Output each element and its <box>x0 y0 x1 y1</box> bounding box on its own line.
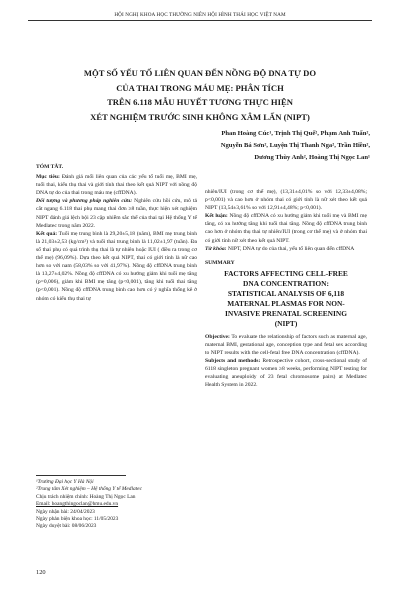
en-objective-paragraph <box>205 333 367 357</box>
date-accepted: Ngày duyệt bài: 08/06/2023 <box>36 523 97 530</box>
title-line: TRÊN 6.118 MẪU HUYẾT TƯƠNG THỰC HIỆN <box>107 97 293 107</box>
en-title-line: MATERNAL PLASMAS FOR NON- <box>227 298 345 308</box>
en-methods-text: Retrospective cohort, cross-sectional study of 6118 singleton pregnant women ≥8 weeks, performing NIPT testing for evaluating aneuploidy of 23 fetal chromosome pairs) at Medlatec Health System in 2022. <box>205 358 367 389</box>
objective-paragraph <box>36 173 197 197</box>
en-title-line: INVASIVE PRENATAL SCREENING <box>225 308 347 318</box>
objective-text: Đánh giá mối liên quan của các yếu tố tuổi mẹ, BMI mẹ, tuổi thai, kiểu thụ thai và giới tính thai theo kết quả NIPT với nồng độ DNA tự do của thai trong máu mẹ (cffDNA). <box>36 174 197 197</box>
keywords-paragraph <box>205 245 367 253</box>
header-divider <box>28 20 372 21</box>
footnotes <box>36 479 197 531</box>
author-email[interactable]: Email: hoangthingoclan@hmu.edu.vn <box>36 501 119 508</box>
en-title-line: DNA CONCENTRATION: <box>243 278 329 288</box>
en-title-line: STATISTICAL ANALYSIS OF 6,118 <box>227 288 345 298</box>
en-objective-label: Objective: <box>205 333 230 340</box>
title-line: XÉT NGHIỆM TRƯỚC SINH KHÔNG XÂM LẤN (NIPT) <box>90 111 310 122</box>
author-line: Nguyễn Bá Sơn², Luyện Thị Thanh Nga², Trần Hiền², <box>220 141 370 149</box>
keywords-text: NIPT, DNA tự do của thai, yếu tố liên quan đến cffDNA <box>226 245 355 252</box>
author-line: Dương Thùy Anh², Hoàng Thị Ngọc Lan¹ <box>254 153 370 161</box>
conclusion-paragraph <box>205 212 367 244</box>
en-methods-paragraph <box>205 357 367 389</box>
conclusion-text: Nồng độ cffDNA có xu hướng giảm khi tuổi mẹ và BMI mẹ tăng, có xu hướng tăng khi tuổi thai tăng. Nồng độ cffDNA trung bình cao hơn ở nhóm thụ thai tự nhiên/IUI (trong cơ thể mẹ) và ở nhóm thai có giới tính nữ xét theo kết quả NIPT. <box>205 213 367 244</box>
english-title <box>205 269 367 329</box>
responsible-author: Chịu trách nhiệm chính: Hoàng Thị Ngọc Lan <box>36 493 136 500</box>
right-column <box>205 188 367 390</box>
author-list <box>70 128 370 163</box>
en-methods-label: Subjects and methods: <box>205 358 261 365</box>
results-label: Kết quả: <box>36 230 58 237</box>
en-title-line: FACTORS AFFECTING CELL-FREE <box>224 268 348 278</box>
affiliation-2: ²Trung tâm Xét nghiệm – Hệ thống Y tế Medlatec <box>36 486 142 493</box>
article-title <box>30 66 370 124</box>
title-line: CỦA THAI TRONG MÁU MẸ: PHÂN TÍCH <box>116 82 284 93</box>
affiliation-1: ¹Trường Đại học Y Hà Nội <box>36 479 94 485</box>
methods-label: Đối tượng và phương pháp nghiên cứu: <box>36 198 133 205</box>
summary-heading: SUMMARY <box>205 259 235 266</box>
page-number: 120 <box>36 569 46 576</box>
conclusion-label: Kết luận: <box>205 213 228 220</box>
methods-paragraph <box>36 197 197 229</box>
methods-text: Nghiên cứu hồi cứu, mô tả cắt ngang 6.118 thai phụ mang thai đơn ≥8 tuần, thực hiện xét nghiệm NIPT đánh giá lệch bội 23 cặp nhiễm sắc thể của thai tại Hệ thống Y tế Medlatec trong năm 2022. <box>36 198 197 229</box>
en-objective-text: To evaluate the relationship of factors such as maternal age, maternal BMI, gestational age, conception type and fetal sex according to NIPT results with the cell-fetal free DNA concentration (cffDNA). <box>205 333 367 357</box>
date-reviewed: Ngày phản biện khoa học: 11/05/2023 <box>36 516 119 523</box>
date-received: Ngày nhận bài: 24/04/2023 <box>36 508 95 515</box>
abstract-heading: TÓM TẮT. <box>36 164 64 170</box>
objective-label: Mục tiêu: <box>36 174 60 181</box>
results-text: Tuổi mẹ trung bình là 29,20±5,18 (năm), BMI mẹ trung bình là 21,03±2,53 (kg/cm²) và tuổi thai trung bình là 11,02±1,97 (tuần). Đa số thai phụ có quá trình thụ thai là tự nhiên hoặc IUI ( điều ra trong cơ thể mẹ) (96,09%). Dựa theo kết quả NIPT, thai có giới tính là nữ cao hơn so với nam (58,03% so với 41,97%). Nồng độ cffDNA trung bình là 13,27±4,02%. Nồng độ cffDNA có xu hướng giảm khi tuổi mẹ tăng (p=0,006), giảm khi BMI mẹ tăng (p<0,001), tăng khi tuổi thai tăng (p<0,001). Nồng độ cffDNA trung bình cao hơn có ý nghĩa thống kê ở nhóm có kiểu thụ thai tự <box>36 230 197 302</box>
journal-header: HỘI NGHỊ KHOA HỌC THƯỜNG NIÊN HỘI HÌNH THÁI HỌC VIỆT NAM <box>114 12 286 18</box>
en-title-line: (NIPT) <box>274 318 298 328</box>
title-line: MỘT SỐ YẾU TỐ LIÊN QUAN ĐẾN NỒNG ĐỘ DNA TỰ DO <box>83 68 317 78</box>
results-continued: nhiên/IUI (trong cơ thể mẹ), (13,31±4,01% so với 12,33±4,08%; p<0,001) và cao hơn ở nhóm thai có giới tính là nữ xét theo kết quả NIPT (13,54±3,61% so với 12,91±4,48%; p<0,001). <box>205 189 367 212</box>
results-paragraph <box>36 230 197 303</box>
keywords-label: Từ khóa: <box>205 245 227 252</box>
author-line: Phan Hoàng Cúc¹, Trịnh Thị Quế², Phạm Anh Tuấn², <box>221 130 370 137</box>
footnote-divider <box>36 475 126 476</box>
left-column <box>36 163 197 303</box>
